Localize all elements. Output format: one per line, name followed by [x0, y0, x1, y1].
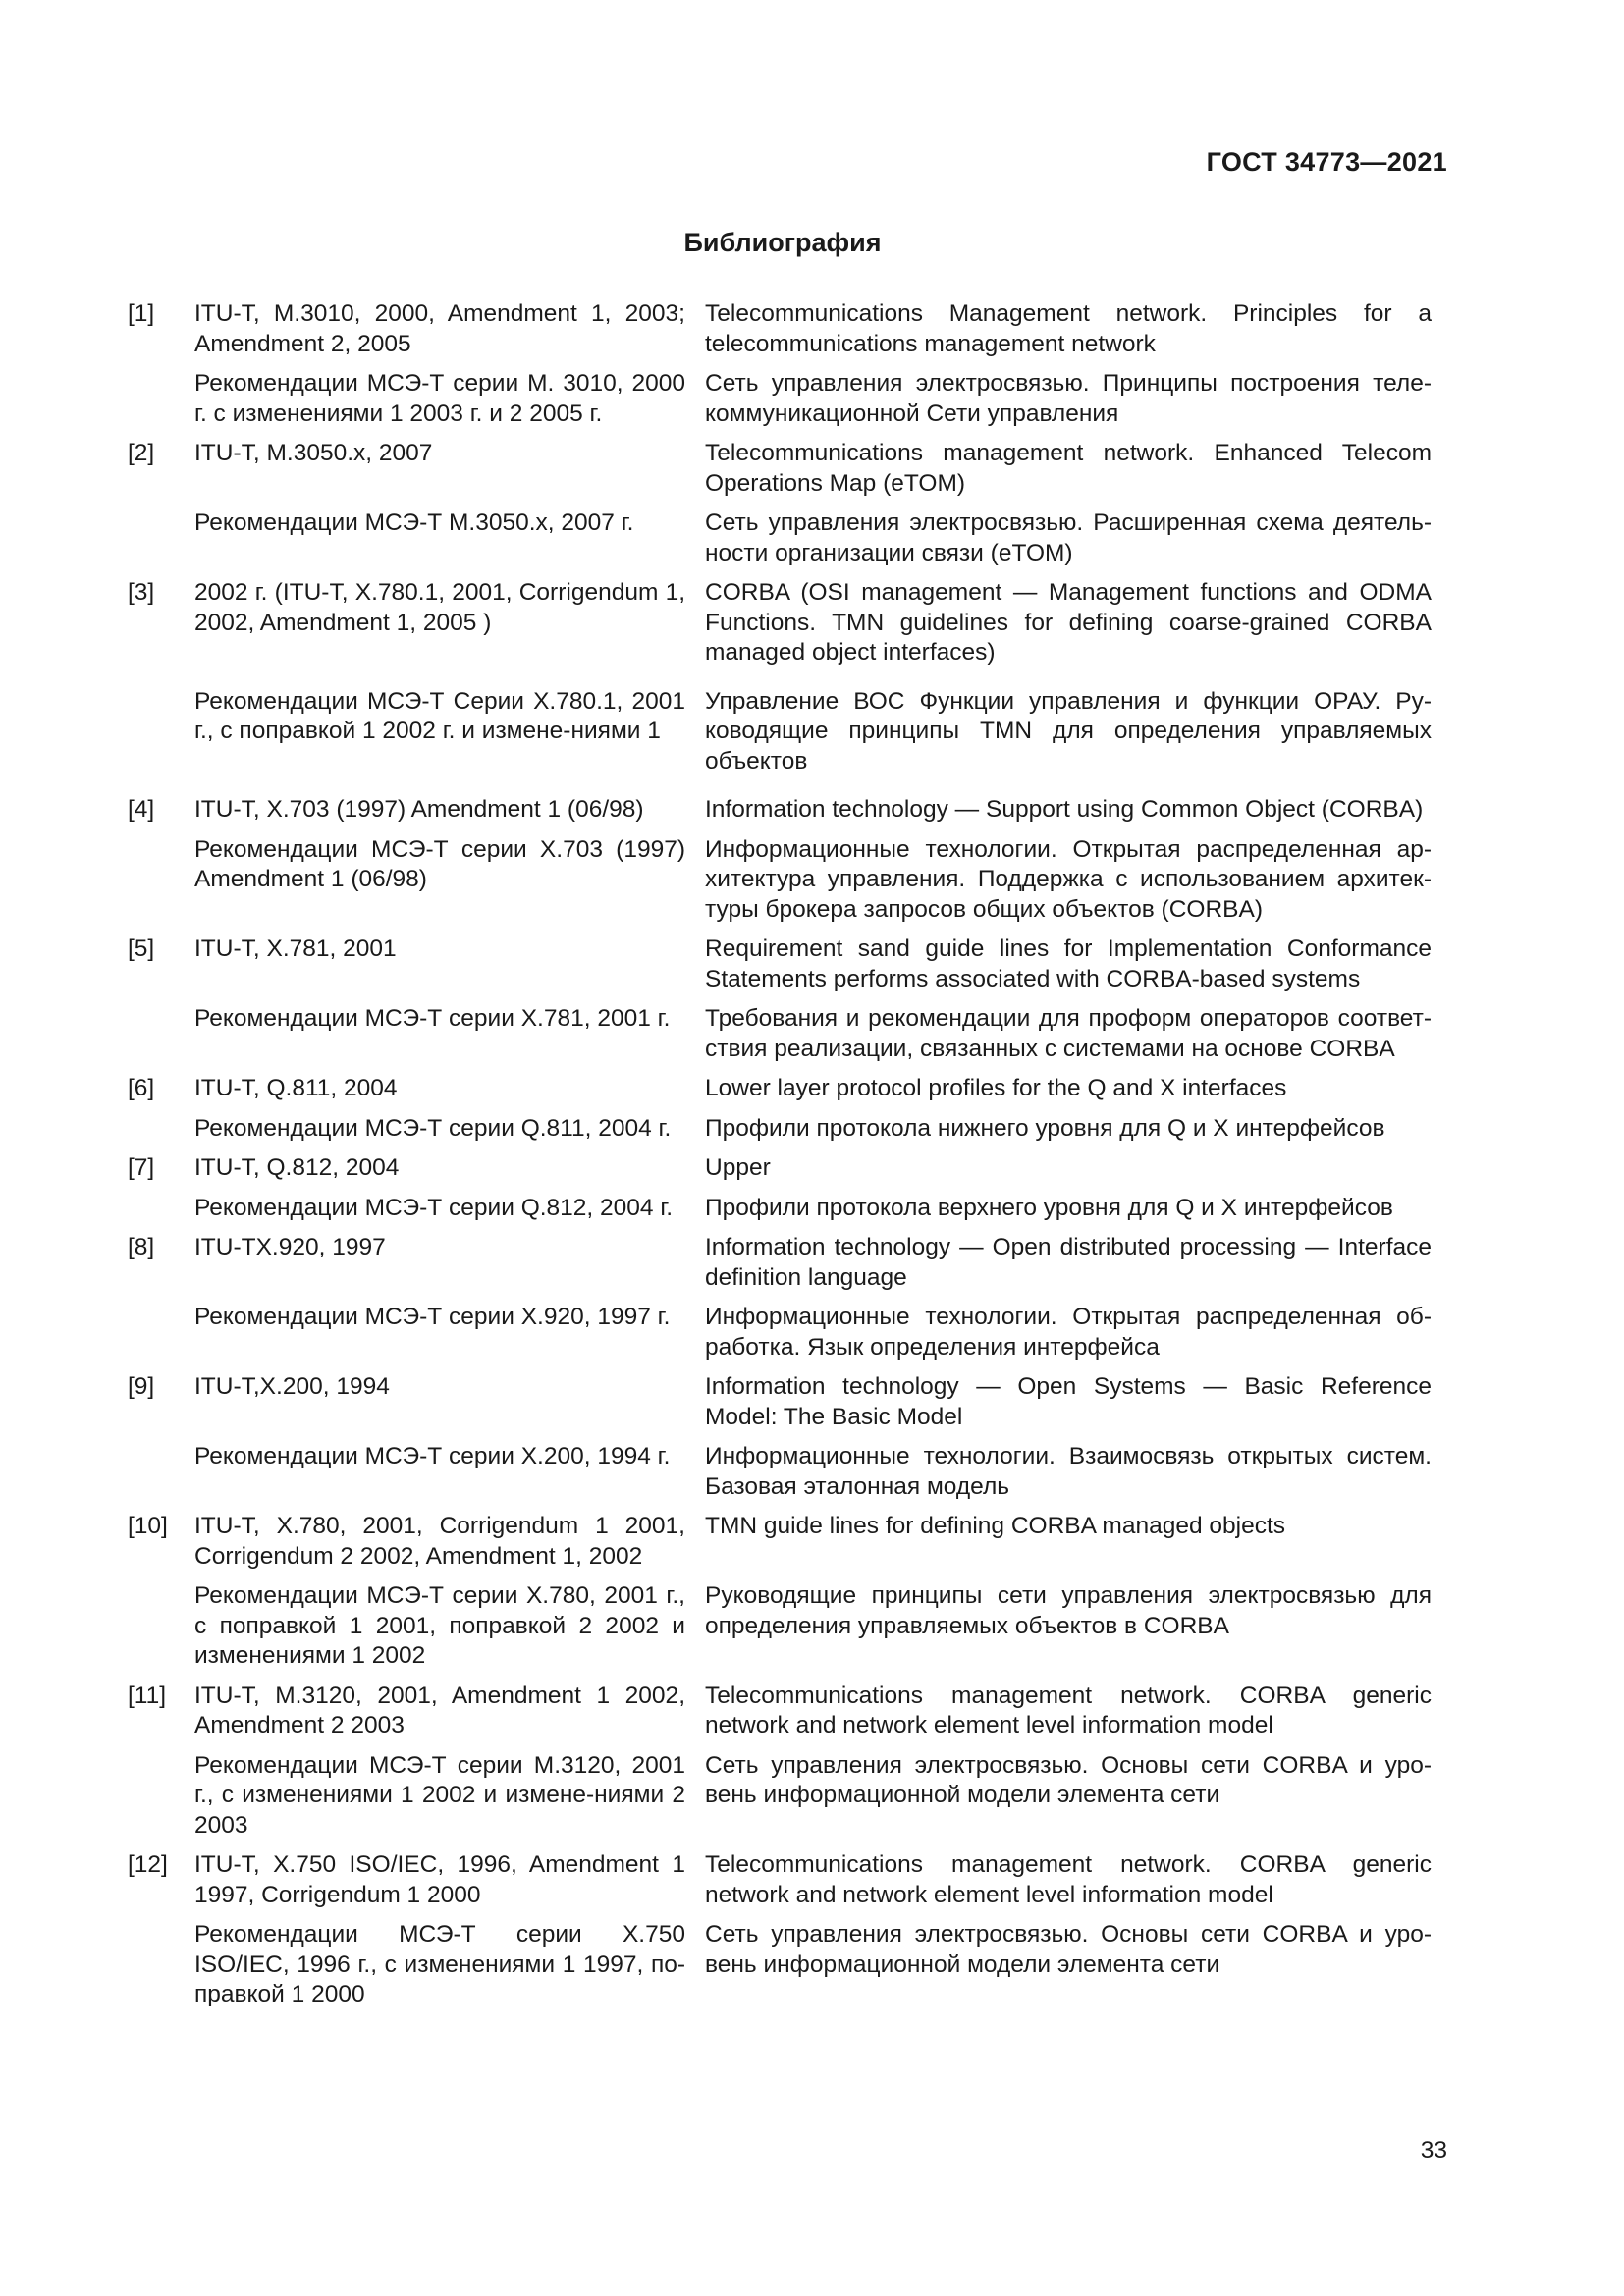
entry-source-en: ITU-TX.920, 1997	[194, 1234, 386, 1260]
entry-source-ru: Рекомендации МСЭ-Т серии М.3120, 2001 г., с изменениями 1 2002 и измене-ниями 2 2003	[194, 1751, 685, 1839]
entry-source-ru: Рекомендации МСЭ-Т серии Х.920, 1997 г.	[194, 1304, 671, 1330]
entry-title-en: Information technology — Support using Common Object (CORBA)	[705, 796, 1424, 823]
entry-source-ru: Рекомендации МСЭ-Т серии Х.780, 2001 г., с поправкой 1 2001, поправкой 2 2002 и изменениями 1 2002	[194, 1582, 685, 1669]
entry-source-ru: Рекомендации МСЭ-Т серии Х.781, 2001 г.	[194, 1005, 671, 1032]
entry-source-en: ITU-T, M.3010, 2000, Amendment 1, 2003; Amendment 2, 2005	[194, 300, 685, 357]
entry-title-ru: Управление ВОС Функции управления и функции ОРАУ. Ру-ководящие принципы TMN для определения управляемых объектов	[705, 687, 1432, 774]
entry-source-ru: Рекомендации МСЭ-Т серии Q.812, 2004 г.	[194, 1194, 674, 1221]
entry-title-ru: Сеть управления электросвязью. Основы сети CORBA и уро-вень информационной модели элемента сети	[705, 1751, 1432, 1808]
entry-source-ru: Рекомендации МСЭ-Т М.3050.x, 2007 г.	[194, 509, 634, 536]
entry-source-en: ITU-T,X.200, 1994	[194, 1373, 390, 1400]
entry-title-en: Telecommunications management network. CORBA generic network and network element level information model	[705, 1682, 1432, 1738]
bibliography-entry-10	[128, 1512, 1434, 1672]
entry-number: [9]	[128, 1373, 155, 1400]
entry-number: [7]	[128, 1154, 155, 1181]
page-number: 33	[1420, 2137, 1447, 2163]
entry-source-en: ITU-T, X.780, 2001, Corrigendum 1 2001, Corrigendum 2 2002, Amendment 1, 2002	[194, 1513, 685, 1570]
entry-source-ru: Рекомендации МСЭ-Т серии Q.811, 2004 г.	[194, 1114, 672, 1142]
bibliography-list	[128, 299, 1434, 2010]
bibliography-entry-7	[128, 1153, 1434, 1223]
entry-source-en: ITU-T, X.703 (1997) Amendment 1 (06/98)	[194, 796, 644, 823]
entry-title-en: Lower layer protocol profiles for the Q and X interfaces	[705, 1075, 1287, 1101]
bibliography-entry-5	[128, 934, 1434, 1064]
entry-number: [12]	[128, 1851, 168, 1878]
entry-source-ru: Рекомендации МСЭ-Т Серии Х.780.1, 2001 г., с поправкой 1 2002 г. и измене-ниями 1	[194, 687, 685, 744]
entry-source-en: ITU-T, M.3050.x, 2007	[194, 440, 433, 466]
entry-title-ru: Информационные технологии. Открытая распределенная об-работка. Язык определения интерфейса	[705, 1304, 1432, 1361]
entry-number: [1]	[128, 300, 155, 327]
entry-title-ru: Сеть управления электросвязью. Расширенная схема деятель-ности организации связи (eTOM)	[705, 509, 1432, 566]
entry-title-en: Telecommunications management network. CORBA generic network and network element level information model	[705, 1851, 1432, 1908]
entry-number: [5]	[128, 935, 155, 962]
entry-title-ru: Требования и рекомендации для проформ операторов соответ-ствия реализации, связанных с системами на основе CORBA	[705, 1005, 1432, 1062]
entry-title-en: TMN guide lines for defining CORBA managed objects	[705, 1513, 1286, 1539]
entry-source-en: ITU-T, X.781, 2001	[194, 935, 397, 962]
entry-number: [11]	[128, 1682, 167, 1709]
entry-source-en: ITU-T, Q.812, 2004	[194, 1154, 400, 1181]
bibliography-entry-3	[128, 578, 1434, 776]
entry-source-ru: Рекомендации МСЭ-Т серии Х.750 ISO/IEC, 1996 г., с изменениями 1 1997, по-правкой 1 2000	[194, 1921, 685, 2007]
entry-number: [2]	[128, 440, 155, 466]
entry-number: [10]	[128, 1513, 168, 1539]
entry-title-ru: Информационные технологии. Открытая распределенная ар-хитектура управления. Поддержка с использованием архитек-туры брокера запросов общих объектов (CORBA)	[705, 835, 1432, 923]
entry-source-en: ITU-T, X.750 ISO/IEC, 1996, Amendment 1 1997, Corrigendum 1 2000	[194, 1851, 685, 1908]
entry-title-ru: Сеть управления электросвязью. Принципы построения теле-коммуникационной Сети управления	[705, 370, 1432, 427]
standard-code: ГОСТ 34773—2021	[1206, 147, 1447, 177]
entry-source-ru: Рекомендации МСЭ-Т серии М. 3010, 2000 г. с изменениями 1 2003 г. и 2 2005 г.	[194, 370, 685, 427]
entry-title-en: Telecommunications management network. Enhanced Telecom Operations Map (eTOM)	[705, 440, 1432, 497]
bibliography-entry-1	[128, 299, 1434, 429]
entry-title-en: CORBA (OSI management — Management functions and ODMA Functions. TMN guidelines for defining coarse-grained CORBA managed object interfaces)	[705, 579, 1432, 666]
page-title: Библиография	[683, 228, 882, 257]
entry-source-ru: Рекомендации МСЭ-Т серии Х.703 (1997) Amendment 1 (06/98)	[194, 835, 685, 892]
bibliography-entry-2	[128, 439, 1434, 568]
entry-title-en: Requirement sand guide lines for Implementation Conformance Statements performs associated with CORBA-based systems	[705, 935, 1432, 992]
bibliography-entry-12	[128, 1850, 1434, 2010]
entry-number: [4]	[128, 796, 155, 823]
entry-source-ru: Рекомендации МСЭ-Т серии Х.200, 1994 г.	[194, 1443, 671, 1469]
entry-number: [3]	[128, 579, 155, 606]
entry-title-en: Information technology — Open distributed processing — Interface definition language	[705, 1234, 1432, 1291]
entry-title-en: Upper	[705, 1154, 771, 1181]
bibliography-entry-8	[128, 1233, 1434, 1362]
entry-title-en: Telecommunications Management network. Principles for a telecommunications management network	[705, 300, 1432, 357]
entry-title-ru: Информационные технологии. Взаимосвязь открытых систем. Базовая эталонная модель	[705, 1443, 1432, 1500]
entry-number: [6]	[128, 1075, 155, 1101]
entry-title-ru: Профили протокола нижнего уровня для Q и X интерфейсов	[705, 1114, 1385, 1142]
bibliography-entry-11	[128, 1682, 1434, 1842]
entry-title-ru: Руководящие принципы сети управления электросвязью для определения управляемых объектов в CORBA	[705, 1582, 1432, 1639]
entry-source-en: ITU-T, Q.811, 2004	[194, 1075, 398, 1101]
bibliography-entry-4	[128, 795, 1434, 925]
bibliography-entry-6	[128, 1074, 1434, 1144]
entry-source-en: 2002 г. (ITU-T, X.780.1, 2001, Corrigendum 1, 2002, Amendment 1, 2005 )	[194, 579, 685, 636]
entry-number: [8]	[128, 1234, 155, 1260]
entry-source-en: ITU-T, M.3120, 2001, Amendment 1 2002, Amendment 2 2003	[194, 1682, 685, 1738]
bibliography-entry-9	[128, 1372, 1434, 1502]
entry-title-ru: Профили протокола верхнего уровня для Q и X интерфейсов	[705, 1194, 1393, 1221]
entry-title-en: Information technology — Open Systems — Basic Reference Model: The Basic Model	[705, 1373, 1432, 1430]
entry-title-ru: Сеть управления электросвязью. Основы сети CORBA и уро-вень информационной модели элемента сети	[705, 1921, 1432, 1978]
